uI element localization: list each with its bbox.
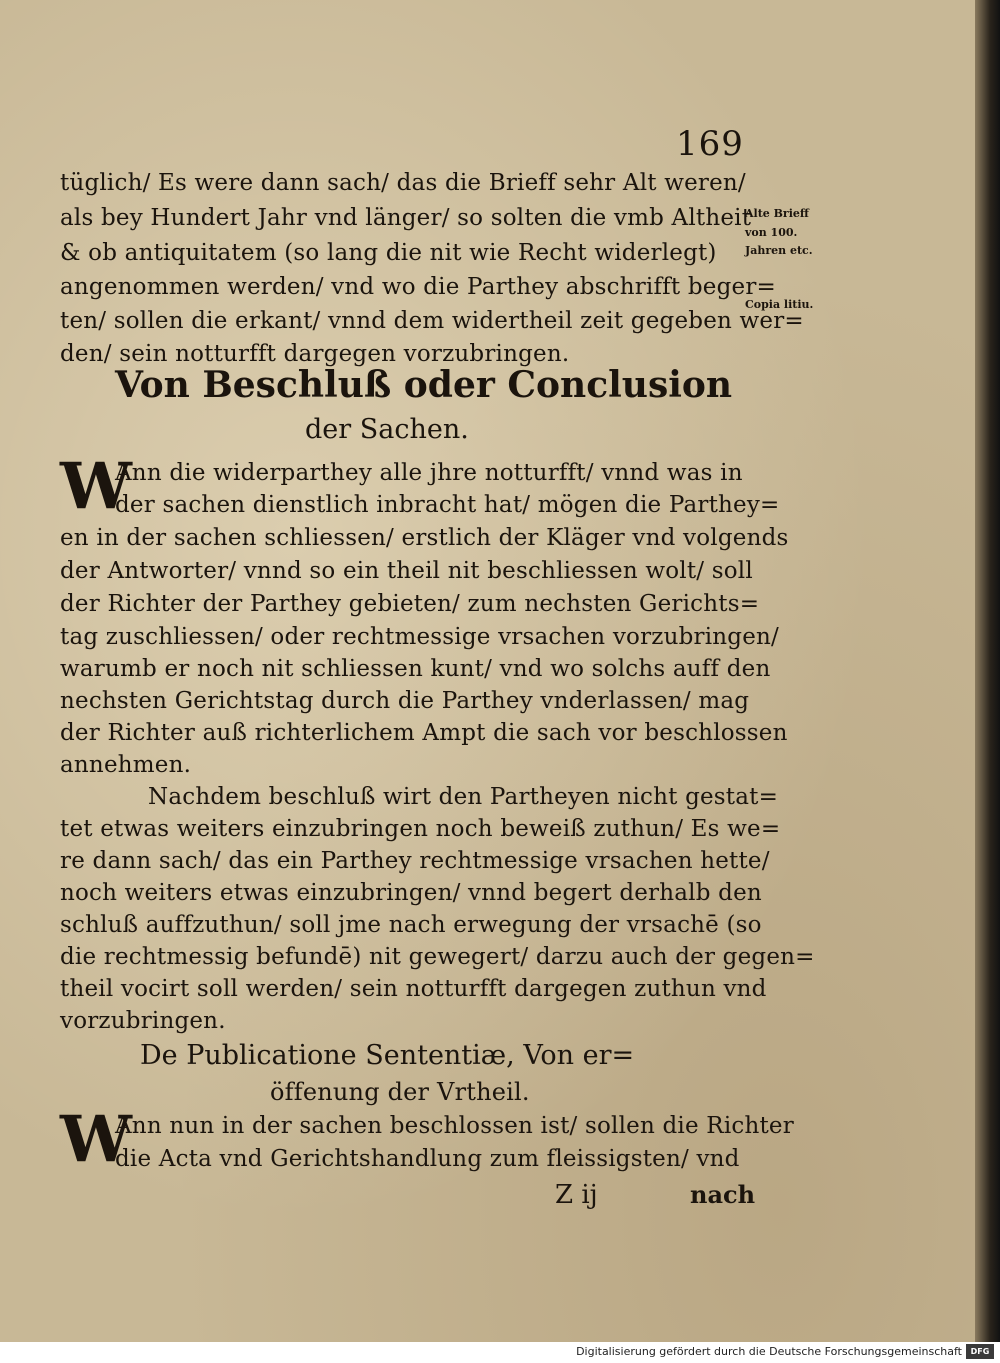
text-line: noch weiters etwas einzubringen/ vnnd begert derhalb den	[60, 880, 762, 906]
text-line: & ob antiquitatem (so lang die nit wie Recht widerlegt)	[60, 240, 717, 266]
section-heading-line2: öffenung der Vrtheil.	[270, 1078, 530, 1106]
margin-note: Copia litiu.	[745, 298, 814, 311]
margin-note: Alte Brieff	[745, 207, 809, 220]
text-line: annehmen.	[60, 752, 192, 778]
text-line: die rechtmessig befundē) nit gewegert/ darzu auch der gegen=	[60, 944, 815, 970]
text-line: warumb er noch nit schliessen kunt/ vnd wo solchs auff den	[60, 656, 771, 682]
text-line: tet etwas weiters einzubringen noch beweiß zuthun/ Es we=	[60, 816, 781, 842]
text-line: die Acta vnd Gerichtshandlung zum fleissigsten/ vnd	[115, 1146, 740, 1172]
section-heading: Von Beschluß oder Conclusion	[115, 364, 733, 406]
text-line: vorzubringen.	[60, 1008, 226, 1034]
text-line: Ann die widerparthey alle jhre notturfft/ vnnd was in	[115, 460, 743, 486]
page-number: 169	[676, 124, 744, 164]
text-line: schluß auffzuthun/ soll jme nach erwegung der vrsachē (so	[60, 912, 762, 938]
text-line: den/ sein notturfft dargegen vorzubringen.	[60, 341, 570, 367]
margin-note: von 100.	[745, 226, 798, 239]
signature-mark: Z ij	[555, 1180, 598, 1210]
text-line: theil vocirt soll werden/ sein notturfft dargegen zuthun vnd	[60, 976, 767, 1002]
page-edge-shadow	[975, 0, 1000, 1342]
text-line: Ann nun in der sachen beschlossen ist/ sollen die Richter	[115, 1113, 794, 1139]
catchword: nach	[690, 1180, 756, 1209]
margin-note: Jahren etc.	[745, 244, 813, 257]
text-line: der Richter auß richterlichem Ampt die sach vor beschlossen	[60, 720, 788, 746]
dfg-logo: DFG	[966, 1344, 994, 1359]
drop-capital: W	[60, 449, 132, 524]
footer-credit: Digitalisierung gefördert durch die Deutsche Forschungsgemeinschaft	[576, 1345, 962, 1358]
text-line: tüglich/ Es were dann sach/ das die Brieff sehr Alt weren/	[60, 170, 746, 196]
text-line: als bey Hundert Jahr vnd länger/ so solten die vmb Altheit	[60, 205, 752, 231]
text-line: Nachdem beschluß wirt den Partheyen nicht gestat=	[148, 784, 779, 810]
section-heading-line2: der Sachen.	[305, 414, 469, 445]
section-heading: De Publicatione Sententiæ, Von er=	[140, 1040, 635, 1071]
text-line: nechsten Gerichtstag durch die Parthey vnderlassen/ mag	[60, 688, 750, 714]
text-line: angenommen werden/ vnd wo die Parthey abschrifft beger=	[60, 274, 776, 300]
text-line: der sachen dienstlich inbracht hat/ mögen die Parthey=	[115, 492, 780, 518]
drop-capital: W	[60, 1102, 132, 1177]
text-line: ten/ sollen die erkant/ vnnd dem widertheil zeit gegeben wer=	[60, 308, 804, 334]
text-line: re dann sach/ das ein Parthey rechtmessige vrsachen hette/	[60, 848, 770, 874]
text-line: der Antworter/ vnnd so ein theil nit beschliessen wolt/ soll	[60, 558, 753, 584]
text-line: tag zuschliessen/ oder rechtmessige vrsachen vorzubringen/	[60, 624, 779, 650]
text-line: der Richter der Parthey gebieten/ zum nechsten Gerichts=	[60, 591, 760, 617]
text-line: en in der sachen schliessen/ erstlich der Kläger vnd volgends	[60, 525, 789, 551]
